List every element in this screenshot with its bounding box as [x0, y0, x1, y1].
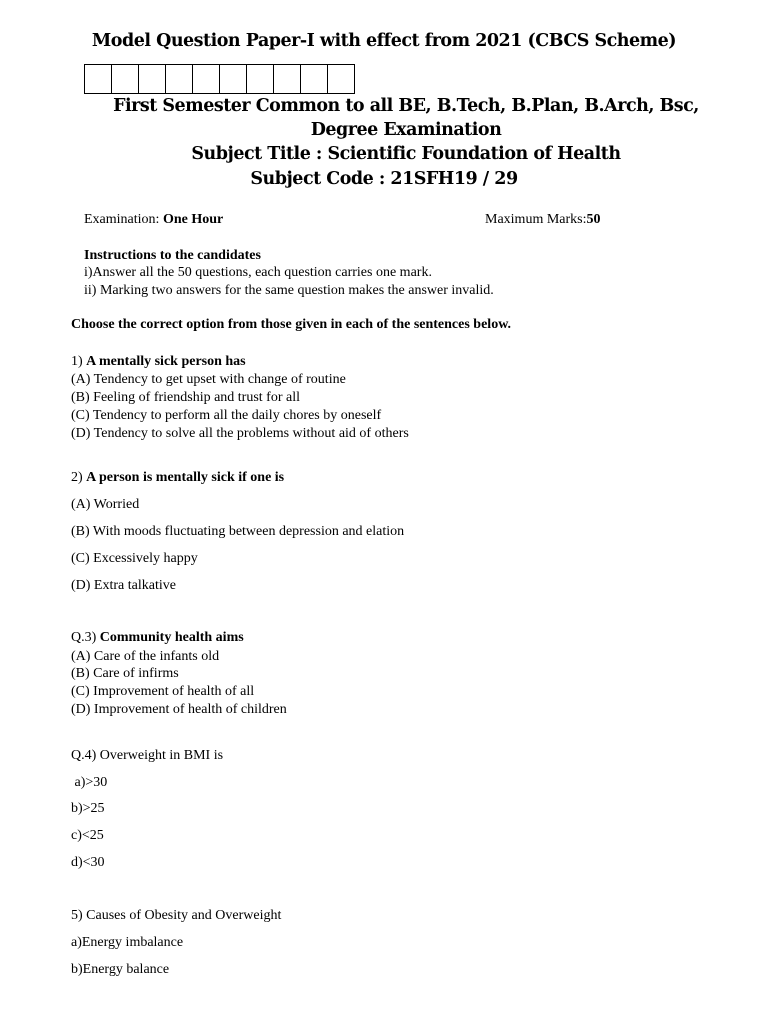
option: (D) Extra talkative — [71, 578, 176, 593]
exam-duration — [84, 211, 223, 229]
usn-box — [112, 65, 139, 93]
option: b)>25 — [71, 801, 105, 816]
usn-box — [247, 65, 274, 93]
duration-value: One Hour — [162, 212, 224, 227]
question-2: 2) A person is mentally sick if one is — [71, 470, 285, 485]
instruction-item: ii) Marking two answers for the same question makes the answer invalid. — [84, 283, 494, 298]
option: (B) Feeling of friendship and trust for all — [71, 390, 301, 405]
usn-box — [328, 65, 355, 93]
subject-title: Subject Title : Scientific Foundation of Health — [191, 144, 621, 164]
usn-boxes — [84, 64, 355, 94]
option: (A) Care of the infants old — [71, 649, 220, 664]
marks-label: Maximum Marks: — [485, 212, 587, 227]
marks-value: 50 — [586, 212, 601, 227]
option: (C) Improvement of health of all — [71, 684, 255, 699]
usn-box — [220, 65, 247, 93]
usn-box — [139, 65, 166, 93]
question-4: Q.4) Overweight in BMI is — [71, 748, 224, 763]
usn-box — [193, 65, 220, 93]
usn-box — [301, 65, 328, 93]
usn-box — [166, 65, 193, 93]
option: c)<25 — [71, 828, 104, 843]
usn-box — [274, 65, 301, 93]
max-marks — [485, 211, 601, 229]
instruction-item: i)Answer all the 50 questions, each question carries one mark. — [84, 265, 432, 280]
question-3: Q.3) Community health aims — [71, 630, 244, 645]
option: (A) Worried — [71, 497, 140, 512]
option: (C) Tendency to perform all the daily chores by oneself — [71, 408, 382, 423]
directive: Choose the correct option from those given in each of the sentences below. — [71, 317, 512, 332]
option: (D) Tendency to solve all the problems without aid of others — [71, 426, 409, 441]
question-1: 1) A mentally sick person has — [71, 354, 246, 369]
option: (C) Excessively happy — [71, 551, 198, 566]
option: (B) Care of infirms — [71, 666, 179, 681]
option: a)>30 — [71, 775, 108, 790]
duration-label: Examination: — [84, 212, 160, 227]
degree-line: Degree Examination — [310, 120, 502, 140]
option: d)<30 — [71, 855, 105, 870]
instructions-title: Instructions to the candidates — [84, 248, 261, 263]
option: a)Energy imbalance — [71, 935, 184, 950]
subject-code: Subject Code : 21SFH19 / 29 — [250, 169, 518, 189]
semester-line: First Semester Common to all BE, B.Tech, B.Plan, B.Arch, Bsc, — [113, 96, 699, 116]
option: (D) Improvement of health of children — [71, 702, 287, 717]
paper-title: Model Question Paper-I with effect from 2021 (CBCS Scheme) — [91, 31, 677, 51]
option: (A) Tendency to get upset with change of routine — [71, 372, 346, 387]
usn-box — [85, 65, 112, 93]
option: (B) With moods fluctuating between depression and elation — [71, 524, 405, 539]
option: b)Energy balance — [71, 962, 170, 977]
question-5: 5) Causes of Obesity and Overweight — [71, 908, 282, 923]
